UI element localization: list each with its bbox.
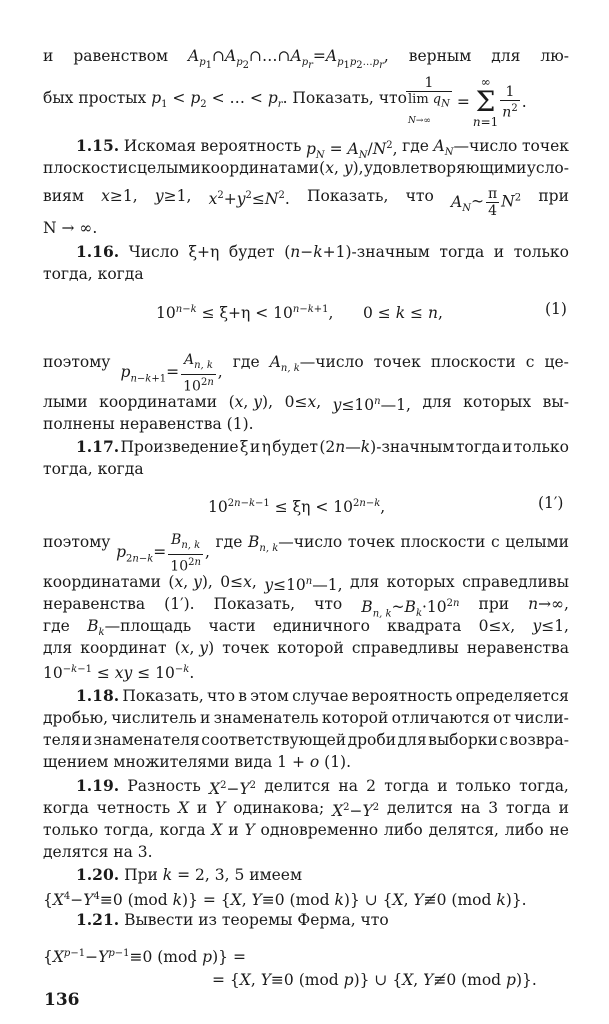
problem-1-21-line-2: {$X^{p-1}-Y^{p-1}\equiv 0$ (mod p)} =: [43, 948, 246, 967]
problem-1-16-line-5: полнены неравенства (1).: [43, 415, 254, 433]
problem-1-15-line-3: виям x≥1, y≥1, $x^2+y^2\le N^2$. Показать, что $A_N\sim$ $\frac{\pi}{4}$ $N^2$ при: [43, 186, 569, 219]
equation-1: $10^{n-k} \le \xi+\eta < 10^{n-k+1}$, 0 ≤ k ≤ n,: [156, 304, 443, 323]
problem-1-19-line-3: только тогда, когда X и Y одновременно либо делятся, либо не: [43, 821, 569, 839]
equation-1-prime-label: (1′): [538, 494, 564, 512]
limit-fraction: 1 $\lim q_N$ N→∞: [406, 75, 452, 130]
problem-1-16-line-3: поэтому $p_{n-k+1}=$ $\frac{A_{n, k}}{10^{2n}}$ , где $A_{n, k}—число$ точек плоскости с це-: [43, 352, 569, 395]
problem-1-16-line-2: тогда, когда: [43, 265, 144, 283]
problem-1-16-line-1: 1.16. Число ξ+η будет (n−k+1)-значным тогда и только: [76, 242, 569, 261]
text-line-1: и равенством $A_{p_1}\cap A_{p_2}\cap\dots\cap A_{p_r}=A_{p_1p_2\dots p_r}$, верным для лю-: [43, 47, 569, 72]
problem-1-18-line-3: теля и знаменателя соответствующей дроби для выборки с возвра-: [43, 731, 569, 749]
problem-1-17-line-8: $10^{-k-1}$ ≤ xy ≤ $10^{-k}$.: [43, 664, 195, 683]
problem-1-16-line-4: лыми координатами (x, y), 0≤x, $y\le 10^n—1$, для которых вы-: [43, 393, 569, 415]
problem-1-15-line-1: 1.15. Искомая вероятность $p_N = A_N/N^2$, где $A_N—число$ точек: [76, 136, 569, 162]
problem-1-17-line-4: координатами (x, y), 0≤x, $y\le 10^n—1$, для которых справедливы: [43, 573, 569, 595]
problem-1-19-line-2: когда четность X и Y одинакова; $X^2-Y^2$ делится на 3 тогда и: [43, 799, 569, 821]
problem-1-20-line-2: {$X^4-Y^4\equiv 0$ (mod k)} = {X, Y≡0 (mod k)} ∪ {X, Y≢0 (mod k)}.: [43, 891, 527, 910]
problem-1-17-line-6: где $B_k—площадь$ части единичного квадрата 0≤x, y≤1,: [43, 617, 569, 639]
problem-1-19-line-4: делятся на 3.: [43, 843, 153, 861]
problem-1-17-line-3: поэтому $p_{2n-k}=$ $\frac{B_{n, k}}{10^{2n}}$ , где $B_{n, k}—число$ точек плоскости с целыми: [43, 532, 569, 575]
limit-formula: 1 $\lim q_N$ N→∞ = ∞ Σ n=1 $\frac{1}{n^2}$ .: [408, 74, 527, 129]
page-number: 136: [44, 990, 80, 1010]
problem-1-21-line-1: 1.21. Вывести из теоремы Ферма, что: [76, 910, 389, 929]
sum-symbol: ∞ Σ n=1: [472, 75, 499, 129]
problem-1-18-line-4: щением множителями вида 1 + o (1).: [43, 753, 352, 771]
problem-1-15-line-2: плоскости с целыми координатами (x, y), удовлетворяющими усло-: [43, 159, 569, 177]
problem-1-15-line-4: N → ∞.: [43, 219, 98, 237]
equation-1-prime: $10^{2n-k-1} \le \xi\eta < 10^{2n-k}$,: [208, 498, 386, 517]
equation-1-label: (1): [545, 300, 567, 318]
problem-1-18-line-1: 1.18. Показать, что в этом случае вероятность определяется: [76, 686, 569, 705]
problem-1-19-line-1: 1.19. Разность $X^2-Y^2$ делится на 2 тогда и только тогда,: [76, 776, 569, 799]
problem-1-17-line-1: 1.17. Произведение ξ и η будет (2n—k)-значным тогда и только: [76, 437, 569, 456]
problem-1-18-line-2: дробью, числитель и знаменатель которой отличаются от числи-: [43, 709, 569, 727]
problem-1-17-line-2: тогда, когда: [43, 460, 144, 478]
problem-1-17-line-7: для координат (x, y) точек которой справедливы неравенства: [43, 639, 569, 657]
problem-1-21-line-3: = {X, Y≡0 (mod p)} ∪ {X, Y≢0 (mod p)}.: [212, 971, 537, 989]
problem-1-17-line-5: неравенства (1′). Показать, что $B_{n, k}\sim B_k\cdot 10^{2n}$ при n→∞,: [43, 595, 569, 620]
text-line-2: бых простых $p_1 < p_2$ < … < $p_r$. Показать, что: [43, 89, 407, 111]
problem-1-20-line-1: 1.20. При k = 2, 3, 5 имеем: [76, 865, 303, 884]
